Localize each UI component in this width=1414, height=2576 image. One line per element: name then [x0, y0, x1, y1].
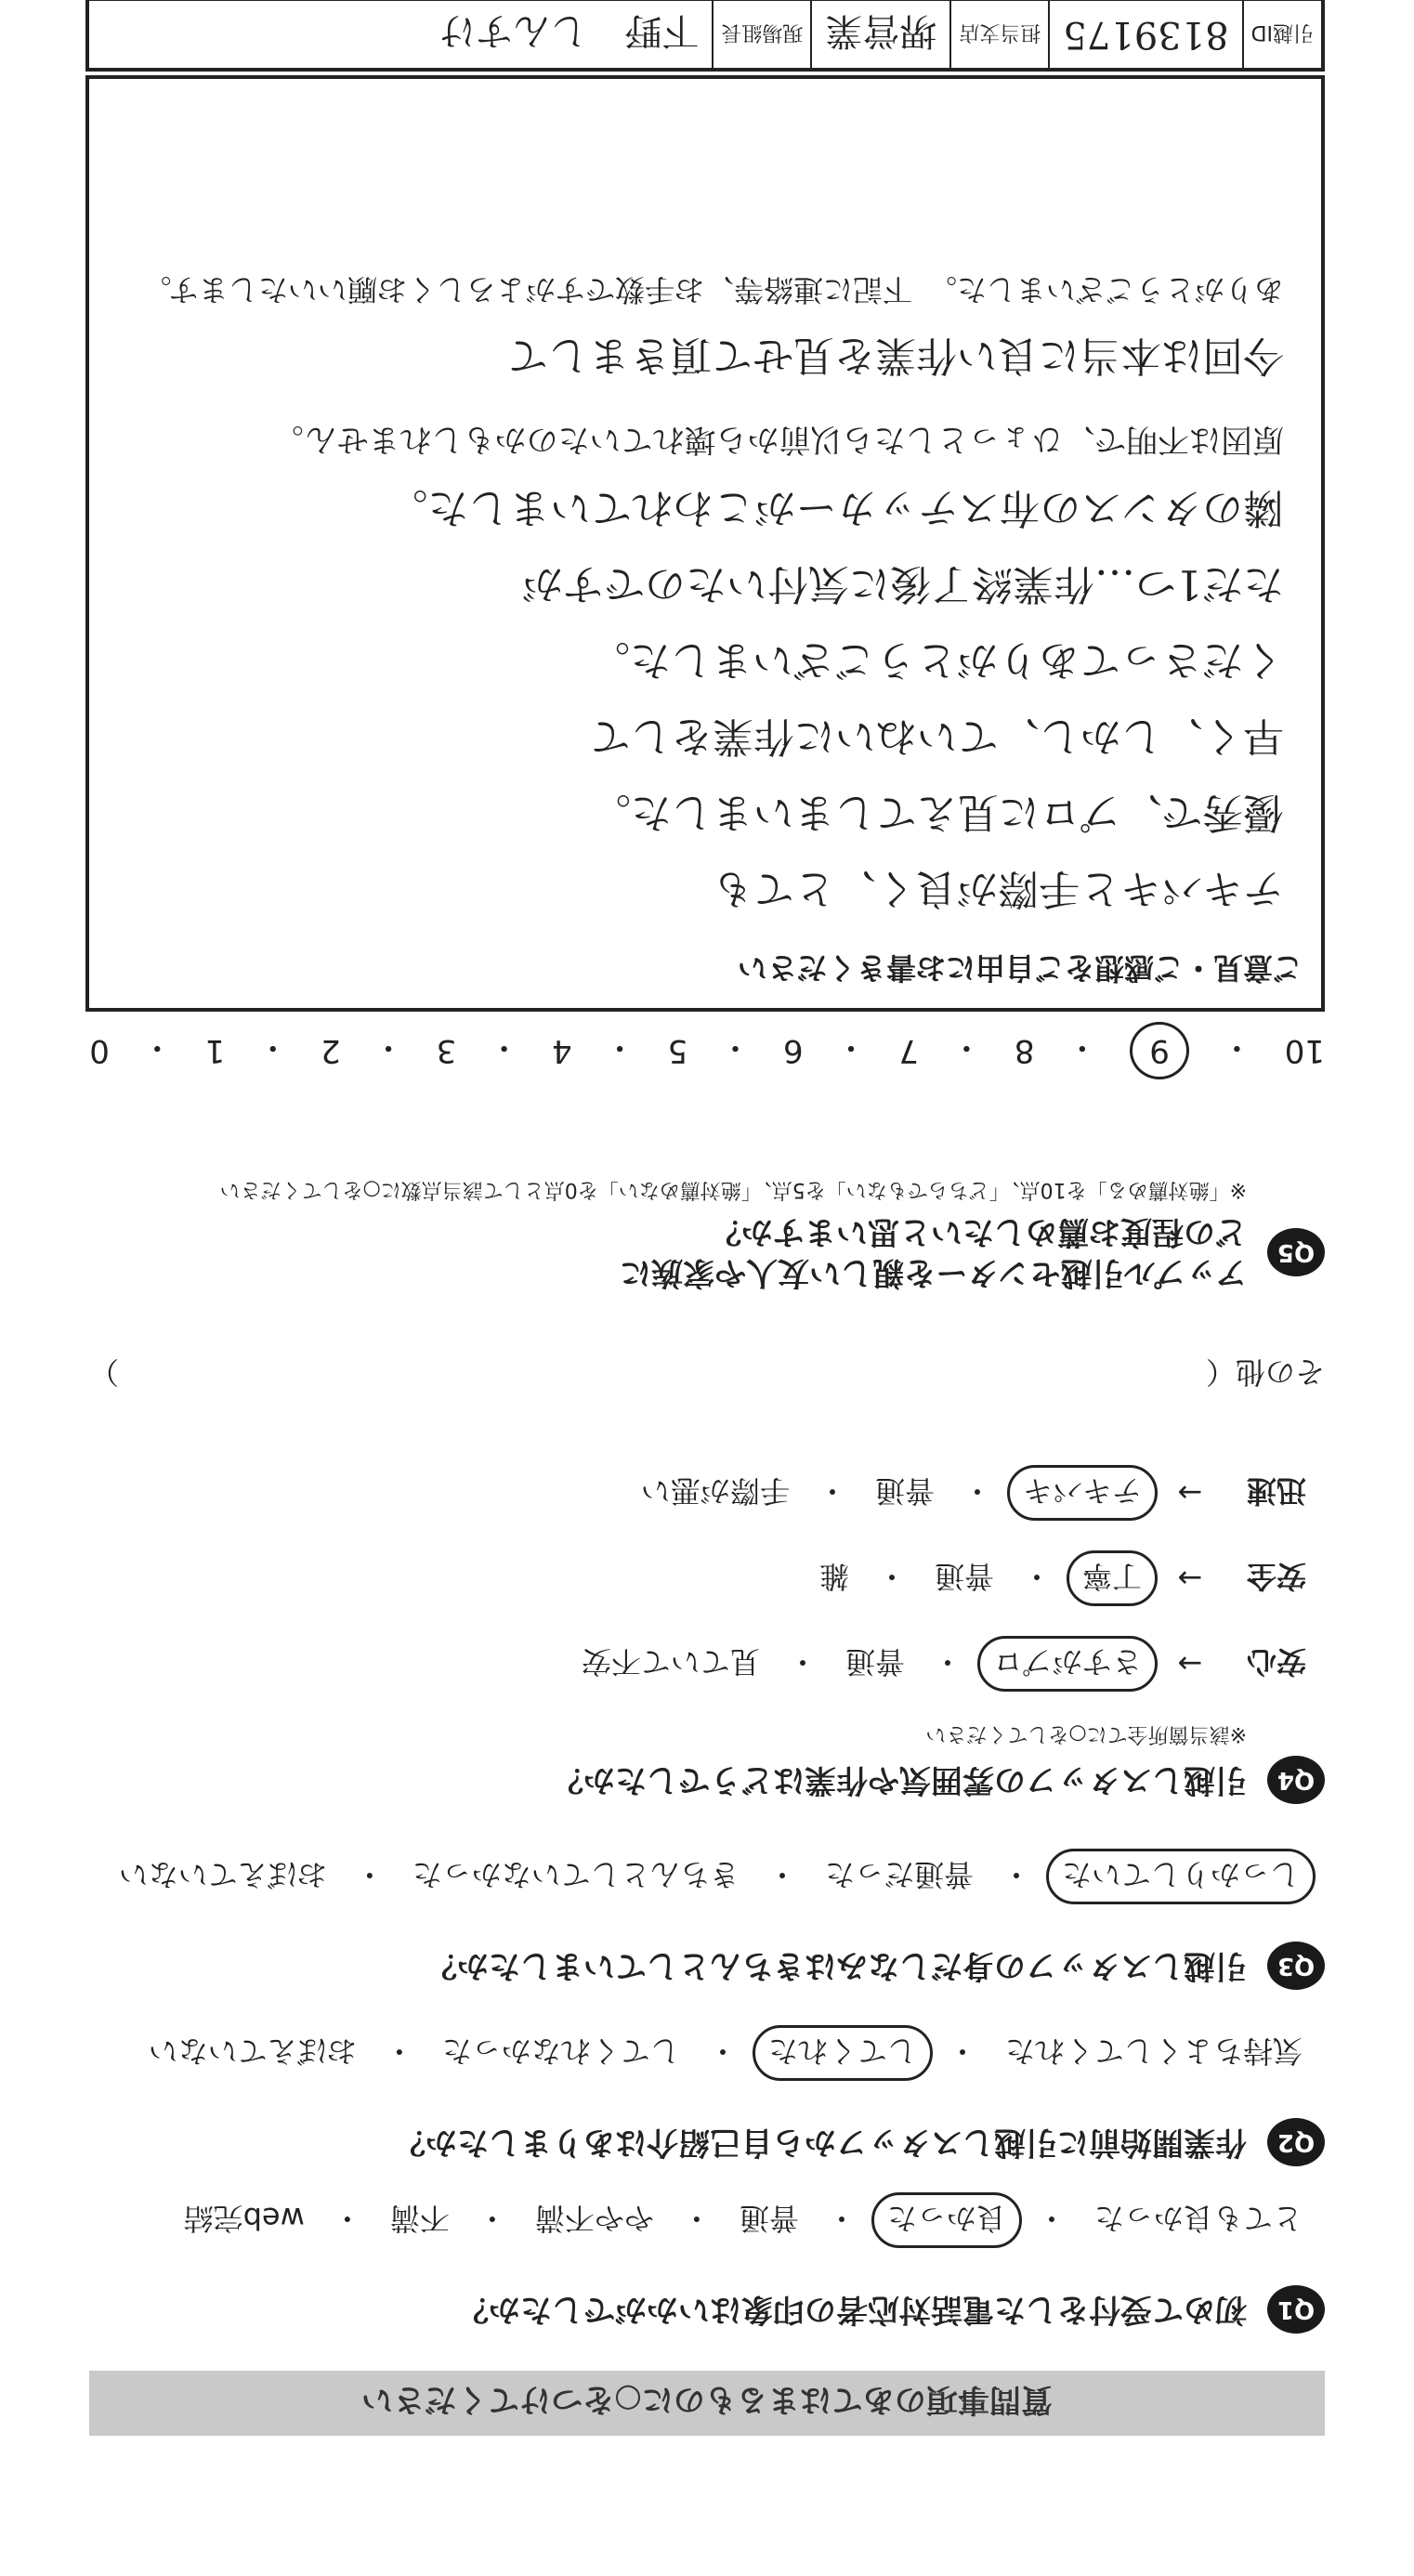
leader-value: 下野 しんすけ [439, 9, 700, 53]
q3-option[interactable]: きちんとしていなかった [412, 1857, 740, 1892]
rating-option[interactable]: 雑 [818, 1559, 849, 1594]
q2-option[interactable]: 気持ちよくしてくれた [1004, 2033, 1303, 2069]
q2-badge: Q2 [1267, 2118, 1325, 2166]
rating-option[interactable]: 普通 [844, 1644, 905, 1680]
rating-row-anzen: 安全 → 丁寧 ・ 普通 ・ 雑 [89, 1550, 1306, 1606]
scale-option[interactable]: 3 [436, 1032, 457, 1069]
rating-option-selected[interactable]: テキパキ [1007, 1465, 1158, 1521]
q3-text: 引越しスタッフの身だしなみはきちんとしていましたか？ [426, 1947, 1247, 1984]
comment-line: ありがとうございました。 下記に連絡等、お手数ですがよろしくお願いいたします。 [141, 272, 1284, 307]
q1-text: 初めて受付をした電話対応者の印象はいかがでしたか？ [457, 2291, 1247, 2328]
instruction-banner: 質問事項のあてはまるものに○をつけてください [89, 2371, 1325, 2436]
question-1 [89, 2192, 1325, 2334]
rating-option[interactable]: 手際が悪い [640, 1473, 790, 1509]
q3-option[interactable]: おぼえていない [118, 1857, 327, 1892]
q1-badge: Q1 [1267, 2285, 1325, 2334]
scale-option[interactable]: 4 [552, 1032, 572, 1069]
question-2 [89, 2025, 1325, 2166]
q2-option-selected[interactable]: してくれた [753, 2025, 933, 2081]
q1-options: とても良かった ・ 良かった ・ 普通 ・ やや不満 ・ 不満 ・ web完結 [89, 2192, 1316, 2248]
q5-note: ※「絶対薦める」を10点、「どちらでもない」を5点、「絶対薦めない」を0点として該当点数に○をしてください [219, 1178, 1247, 1201]
rating-label: 安全 [1246, 1559, 1306, 1594]
move-id-value: 8139175 [1048, 1, 1241, 68]
arrow-icon: → [1177, 1646, 1203, 1681]
rating-option[interactable]: 普通 [874, 1473, 935, 1509]
comment-line: ただ1つ…作業終了後に気付いたのですが [522, 560, 1284, 608]
rating-option[interactable]: 普通 [934, 1559, 994, 1594]
q1-option-selected[interactable]: 良かった [871, 2192, 1022, 2248]
q4-badge: Q4 [1267, 1756, 1325, 1804]
comment-line: 早く、しかし、ていねいに作業をして [589, 713, 1284, 760]
q5-badge: Q5 [1267, 1228, 1325, 1276]
question-4 [89, 1465, 1325, 1804]
q3-option-selected[interactable]: しっかりしていた [1046, 1849, 1316, 1904]
q3-badge: Q3 [1267, 1942, 1325, 1990]
comment-line: 今回は本当に良い作業を見せて頂きまして [507, 332, 1284, 379]
scale-option[interactable]: 2 [321, 1032, 341, 1069]
scale-option[interactable]: 6 [782, 1032, 804, 1069]
q2-option[interactable]: おぼえていない [148, 2033, 357, 2069]
scale-option[interactable]: 0 [89, 1032, 110, 1069]
leader-label: 現場組長 [712, 1, 810, 68]
q2-option[interactable]: してくれなかった [441, 2033, 680, 2069]
q2-options: 気持ちよくしてくれた ・ してくれた ・ してくれなかった ・ おぼえていない [89, 2025, 1316, 2081]
comment-line: 隣のタンスの布ステッカーがこわれていました。 [386, 484, 1284, 531]
rating-label: 迅速 [1246, 1473, 1306, 1509]
comment-line: くださってありがとうございました。 [589, 636, 1284, 684]
rating-row-jinsoku: 迅速 → テキパキ ・ 普通 ・ 手際が悪い [89, 1465, 1306, 1521]
q2-text: 作業開始前に引越しスタッフから自己紹介はありましたか？ [394, 2124, 1247, 2161]
scale-option[interactable]: 1 [204, 1032, 226, 1069]
q4-note: ※該当箇所全てに○をしてください [925, 1722, 1247, 1746]
comment-line: 優秀で、プロに見えてしまいました。 [589, 789, 1284, 836]
q1-option[interactable]: やや不満 [534, 2201, 654, 2236]
q5-text-line2: どの程度お薦めしたいと思いますか？ [710, 1213, 1247, 1250]
scale-option[interactable]: 8 [1014, 1032, 1035, 1069]
rating-option-selected[interactable]: さすがプロ [977, 1636, 1158, 1692]
comment-line: 原因は不明で、ひょっとしたら以前から壊れていたのかもしれません。 [271, 421, 1284, 458]
q1-option[interactable]: とても良かった [1093, 2201, 1303, 2236]
comments-title: ご意見・ご感想をご自由にお書きください [737, 950, 1303, 986]
scale-option[interactable]: 5 [667, 1032, 688, 1069]
rating-option[interactable]: 見ていて不安 [581, 1644, 760, 1680]
q5-text-line1: アップル引越センターを親しい友人や家族に [620, 1254, 1247, 1291]
scale-option[interactable]: 10 [1284, 1032, 1325, 1069]
scale-option[interactable]: 7 [898, 1032, 920, 1069]
question-5 [89, 1177, 1325, 1293]
rating-row-anshin: 安心 → さすがプロ ・ 普通 ・ 見ていて不安 [89, 1636, 1306, 1692]
branch-value: 堺営業 [810, 1, 949, 68]
q4-text: 引越しスタッフの雰囲気や作業はどうでしたか？ [552, 1761, 1247, 1798]
other-label: その他（ [1205, 1354, 1325, 1390]
arrow-icon: → [1177, 1561, 1203, 1596]
rating-option-selected[interactable]: 丁寧 [1067, 1550, 1158, 1606]
id-row [85, 0, 1325, 72]
move-id-label: 引越ID [1242, 1, 1321, 68]
scale-option-selected[interactable]: 9 [1130, 1022, 1189, 1079]
q3-option[interactable]: 普通だった [824, 1857, 974, 1892]
rating-label: 安心 [1246, 1644, 1306, 1680]
question-3 [89, 1849, 1325, 1990]
comment-line: テキパキと手際が良く、とても [712, 865, 1284, 912]
q1-option[interactable]: 普通 [739, 2201, 799, 2236]
other-close: ） [89, 1354, 120, 1390]
other-field[interactable] [89, 1353, 1325, 1395]
recommend-scale: 10 ・ 9 ・ 8 ・ 7 ・ 6 ・ 5 ・ 4 ・ 3 ・ 2 ・ 1 ・ 0 [89, 1022, 1325, 1079]
arrow-icon: → [1177, 1475, 1203, 1510]
q1-option[interactable]: 不満 [389, 2201, 450, 2236]
branch-label: 担当支店 [949, 1, 1048, 68]
q3-options: しっかりしていた ・ 普通だった ・ きちんとしていなかった ・ おぼえていない [89, 1849, 1316, 1904]
comments-box[interactable] [85, 75, 1325, 1012]
q1-option[interactable]: web完結 [183, 2201, 305, 2236]
